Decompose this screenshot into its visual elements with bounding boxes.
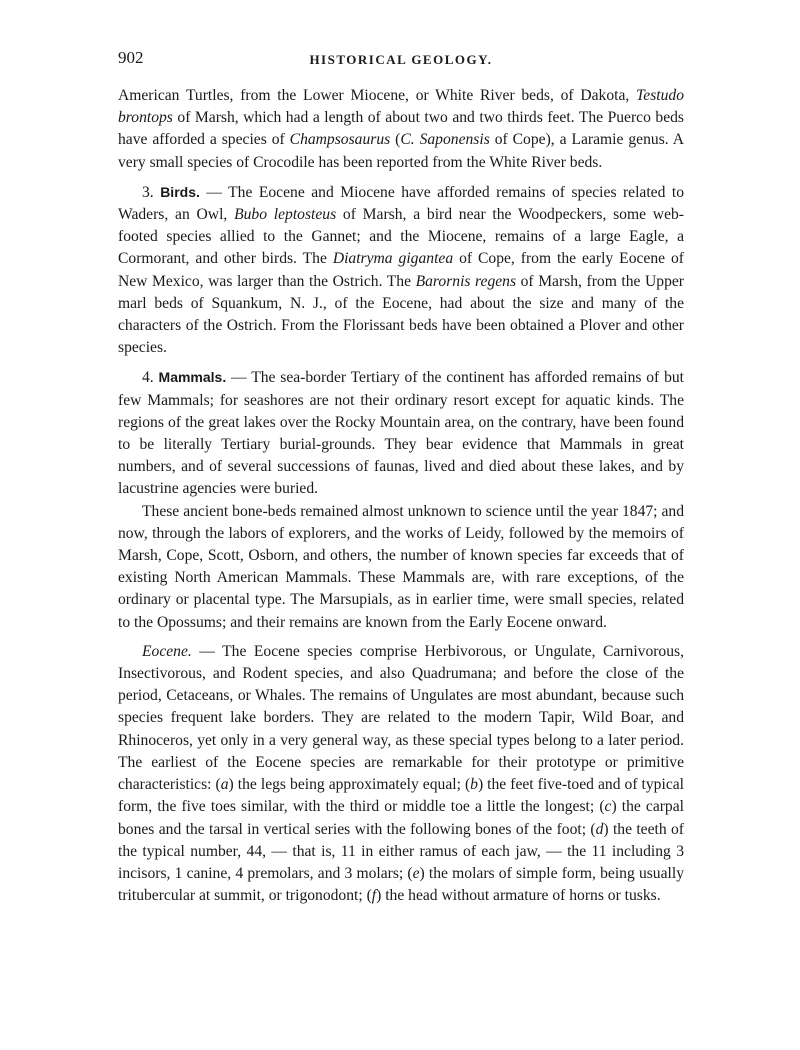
birds-run: Birds. xyxy=(160,183,200,200)
eocene-run: ) the head without armature of horns or tusks. xyxy=(376,887,661,905)
running-head: HISTORICAL GEOLOGY. xyxy=(309,52,493,67)
mammals-run: — The sea-border Tertiary of the continent has afforded remains of but few Mammals; for seashores are not their ordinary resort except for aquatic kinds. The regions of the great lakes over the Rocky Mountain area, on the contrary, have been found to be literally Tertiary burial-grounds. They bear evidence that Mammals in great numbers, and of several successions of faunas, lived and died about these lakes, and by lacustrine agencies were buried. xyxy=(118,369,684,498)
eocene-run: ) the molars of simple form, being usually tritubercular at summit, or trigonodont; ( xyxy=(118,864,684,905)
eocene-run: ) the feet five-toed and of typical form, the five toes similar, with the third or middle toe a little the longest; ( xyxy=(118,776,684,816)
eocene-run: — The Eocene species comprise Herbivorous, or Ungulate, Carnivorous, Insectivorous, and Rodent species, and also Quadrumana; and before the close of the period, Cetaceans, or Whales. The remains of Ungulates are most abundant, because such species frequent lake borders. They are related to the modern Tapir, Wild Boar, and Rhinoceros, yet only in a very general way, as these special types belong to a later period. The earliest of the Eocene species are remarkable for their prototype or primitive characteristics: ( xyxy=(118,642,684,794)
birds-run: of Cope, from the early Eocene of New Mexico, was larger than the Ostrich. The xyxy=(118,250,684,290)
turtles-run: ( xyxy=(390,131,401,149)
birds-run: Diatryma gigantea xyxy=(332,250,454,268)
paragraph-bone-beds xyxy=(118,501,684,634)
mammals-run: 4. xyxy=(142,369,159,387)
paragraph-mammals xyxy=(118,366,684,500)
paragraph-turtles xyxy=(118,85,684,174)
birds-run: 3. xyxy=(142,183,161,201)
bone-beds-run: These ancient bone-beds remained almost unknown to science until the year 1847; and now, through the labors of explorers, and the works of Leidy, followed by the memoirs of Marsh, Cope, Scott, Osborn, and others, the number of known species far exceeds that of existing North American Mammals. These Mammals are, with rare exceptions, of the ordinary or placental type. The Marsupials, as in earlier time, were small species, related to the Opossums; and their remains are known from the Early Eocene onward. xyxy=(118,502,684,631)
eocene-run: b xyxy=(470,776,478,794)
eocene-run: ) the carpal bones and the tarsal in vertical series with the following bones of the foot; ( xyxy=(118,798,684,838)
eocene-run: Eocene. xyxy=(142,642,192,660)
mammals-run: Mammals. xyxy=(158,369,227,386)
turtles-run: Testudo brontops xyxy=(118,87,684,127)
birds-run: of Marsh, a bird near the Woodpeckers, some web-footed species allied to the Gannet; and the Miocene, remains of a large Eagle, a Cormorant, and other birds. The xyxy=(118,206,684,268)
birds-run: of Marsh, from the Upper marl beds of Squankum, N. J., of the Eocene, had about the size and many of the characters of the Ostrich. From the Florissant beds have been obtained a Plover and other species. xyxy=(118,272,684,357)
page-body xyxy=(118,85,684,907)
turtles-run: American Turtles, from the Lower Miocene, or White River beds, of Dakota, xyxy=(118,87,637,104)
page-header xyxy=(118,44,684,74)
paragraph-birds xyxy=(118,181,684,360)
eocene-run: c xyxy=(604,798,612,816)
birds-run: Barornis regens xyxy=(415,272,517,290)
turtles-run: of Marsh, which had a length of about two and two thirds feet. The Puerco beds have afforded a species of xyxy=(118,109,684,149)
birds-run: — The Eocene and Miocene have afforded remains of species related to Waders, an Owl, xyxy=(118,183,685,224)
eocene-run: ) the legs being approximately equal; ( xyxy=(228,776,471,794)
turtles-run: C. Saponensis xyxy=(400,131,490,149)
eocene-run: f xyxy=(371,887,377,905)
eocene-run: ) the teeth of the typical number, 44, — that is, 11 in either ramus of each jaw, — the 11 including 3 incisors, 1 canine, 4 premolars, and 3 molars; ( xyxy=(118,820,685,882)
page-number: 902 xyxy=(118,48,144,67)
eocene-run: a xyxy=(220,776,229,794)
eocene-run: d xyxy=(595,820,604,838)
turtles-run: Champsosaurus xyxy=(289,131,391,149)
eocene-run: e xyxy=(412,864,420,882)
turtles-run: of Cope), a Laramie genus. A very small species of Crocodile has been reported from the White River beds. xyxy=(118,131,685,171)
paragraph-eocene xyxy=(118,641,684,907)
birds-run: Bubo leptosteus xyxy=(234,206,337,224)
